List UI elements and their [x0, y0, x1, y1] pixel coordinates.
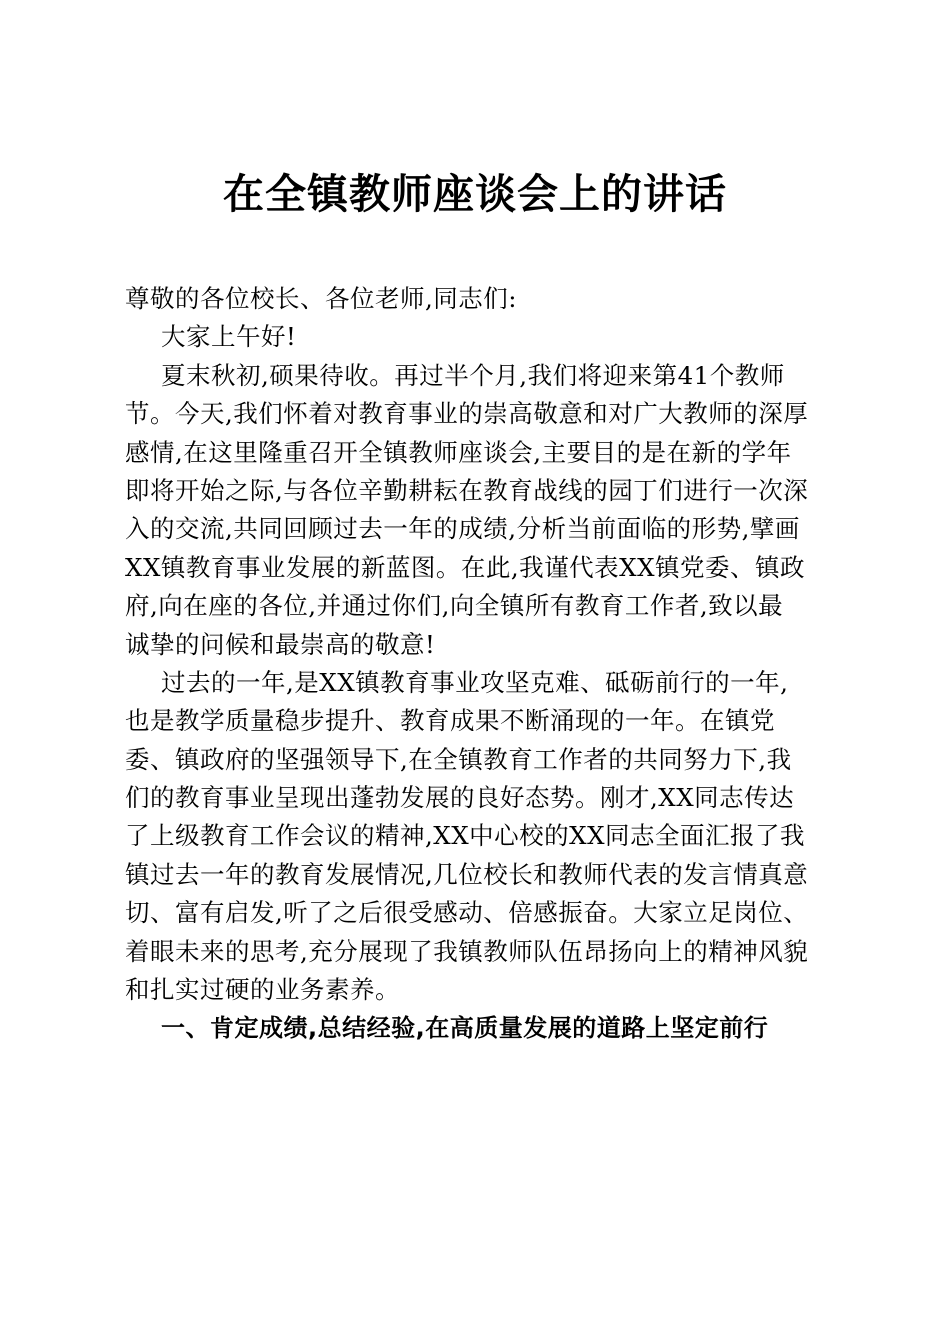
paragraph-line: 也是教学质量稳步提升、教育成果不断涌现的一年。在镇党: [125, 706, 775, 736]
paragraph-line: 节。今天,我们怀着对教育事业的崇高敬意和对广大教师的深厚: [125, 399, 809, 429]
paragraph-review: [125, 664, 845, 1010]
document-body: [125, 280, 845, 1048]
paragraph-line: XX镇教育事业发展的新蓝图。在此,我谨代表XX镇党委、镇政: [125, 552, 806, 582]
paragraph-line: 夏末秋初,硕果待收。再过半个月,我们将迎来第41个教师: [161, 360, 785, 390]
paragraph-line: 和扎实过硬的业务素养。: [125, 975, 400, 1005]
paragraph-line: 了上级教育工作会议的精神,XX中心校的XX同志全面汇报了我: [125, 821, 806, 851]
paragraph-line: 感情,在这里隆重召开全镇教师座谈会,主要目的是在新的学年: [125, 437, 792, 467]
paragraph-intro: [125, 357, 845, 664]
paragraph-line: 委、镇政府的坚强领导下,在全镇教育工作者的共同努力下,我: [125, 744, 792, 774]
paragraph-line: 即将开始之际,与各位辛勤耕耘在教育战线的园丁们进行一次深: [125, 475, 809, 505]
paragraph-line: 切、富有启发,听了之后很受感动、倍感振奋。大家立足岗位、: [125, 898, 809, 928]
paragraph-line: 府,向在座的各位,并通过你们,向全镇所有教育工作者,致以最: [125, 591, 784, 621]
paragraph-line: 们的教育事业呈现出蓬勃发展的良好态势。刚才,XX同志传达: [125, 783, 795, 813]
paragraph-line: 着眼未来的思考,充分展现了我镇教师队伍昂扬向上的精神风貌: [125, 936, 809, 966]
paragraph-line: 诚挚的问候和最崇高的敬意!: [125, 629, 436, 659]
salutation: 尊敬的各位校长、各位老师,同志们:: [125, 284, 518, 313]
paragraph-line: 过去的一年,是XX镇教育事业攻坚克难、砥砺前行的一年,: [161, 667, 789, 697]
paragraph-line: 入的交流,共同回顾过去一年的成绩,分析当前面临的形势,擘画: [125, 514, 800, 544]
greeting: 大家上午好!: [161, 322, 297, 352]
section-heading: 一、肯定成绩,总结经验,在高质量发展的道路上坚定前行: [161, 1014, 769, 1043]
document-title: 在全镇教师座谈会上的讲话: [223, 170, 727, 218]
paragraph-line: 镇过去一年的教育发展情况,几位校长和教师代表的发言情真意: [125, 859, 809, 889]
